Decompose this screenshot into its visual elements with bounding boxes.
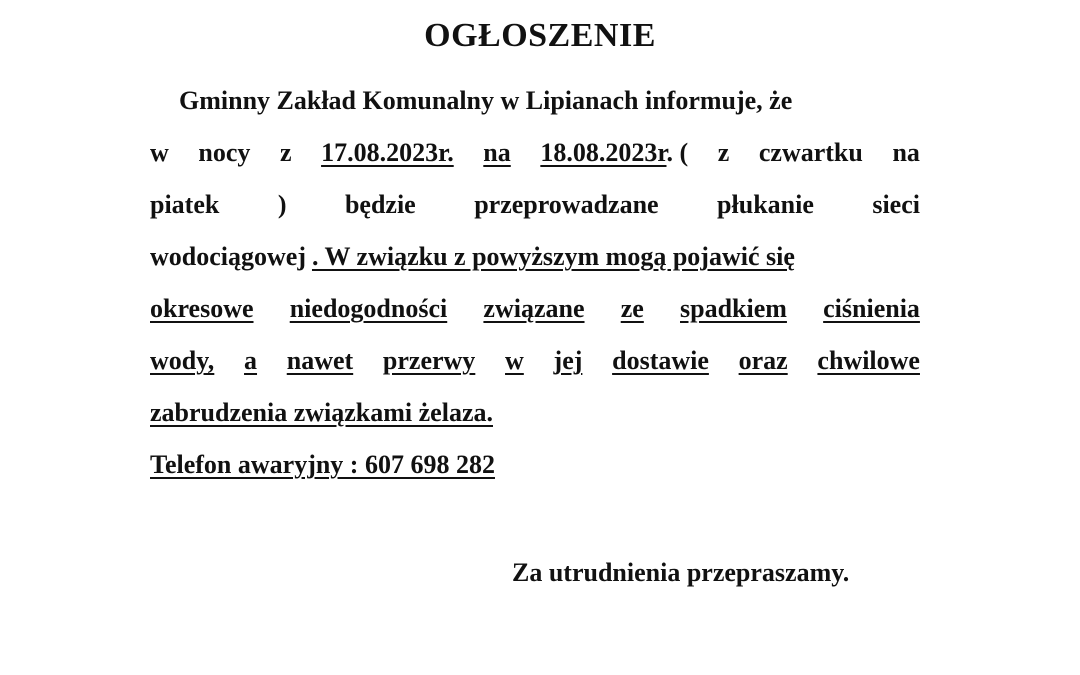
word: będzie bbox=[344, 190, 416, 219]
word: czwartku bbox=[758, 138, 863, 167]
word: okresowe bbox=[150, 294, 254, 323]
date-from: 17.08.2023r. bbox=[321, 138, 454, 167]
word: nawet bbox=[286, 346, 354, 375]
word: przeprowadzane bbox=[474, 190, 659, 219]
word: ciśnienia bbox=[823, 294, 920, 323]
word: nocy bbox=[198, 138, 251, 167]
notice-line-6 bbox=[150, 346, 920, 376]
word: spadkiem bbox=[680, 294, 787, 323]
date-to: 18.08.2023r bbox=[540, 138, 667, 167]
word: w bbox=[150, 138, 169, 167]
word: sieci bbox=[872, 190, 920, 219]
word: z bbox=[279, 138, 292, 167]
word: wodociągowej bbox=[150, 242, 306, 271]
word: chwilowe bbox=[817, 346, 920, 375]
closing-apology: Za utrudnienia przepraszamy. bbox=[512, 558, 850, 587]
word: na bbox=[483, 138, 511, 167]
word: przerwy bbox=[382, 346, 476, 375]
word: . ( bbox=[666, 138, 689, 167]
emergency-phone: Telefon awaryjny : 607 698 282 bbox=[150, 450, 495, 479]
word: dostawie bbox=[612, 346, 709, 375]
notice-line-5 bbox=[150, 294, 920, 324]
word: związane bbox=[483, 294, 585, 323]
word: piatek bbox=[150, 190, 220, 219]
word: na bbox=[892, 138, 920, 167]
word: jej bbox=[553, 346, 583, 375]
word: wody, bbox=[150, 346, 215, 375]
word: ze bbox=[620, 294, 644, 323]
notice-line-2 bbox=[150, 138, 920, 168]
word: z bbox=[717, 138, 730, 167]
word: niedogodności bbox=[289, 294, 448, 323]
word: płukanie bbox=[717, 190, 814, 219]
word: a bbox=[244, 346, 258, 375]
underlined-phrase: . W związku z powyższym mogą pojawić się bbox=[311, 242, 795, 271]
word: oraz bbox=[738, 346, 788, 375]
notice-line-1: Gminny Zakład Komunalny w Lipianach informuje, że bbox=[179, 86, 793, 115]
word: ) bbox=[277, 190, 287, 219]
notice-line-7: zabrudzenia związkami żelaza. bbox=[150, 398, 493, 427]
notice-line-4 bbox=[150, 242, 795, 272]
word: w bbox=[505, 346, 524, 375]
notice-title: OGŁOSZENIE bbox=[424, 17, 656, 54]
notice-line-3 bbox=[150, 190, 920, 220]
